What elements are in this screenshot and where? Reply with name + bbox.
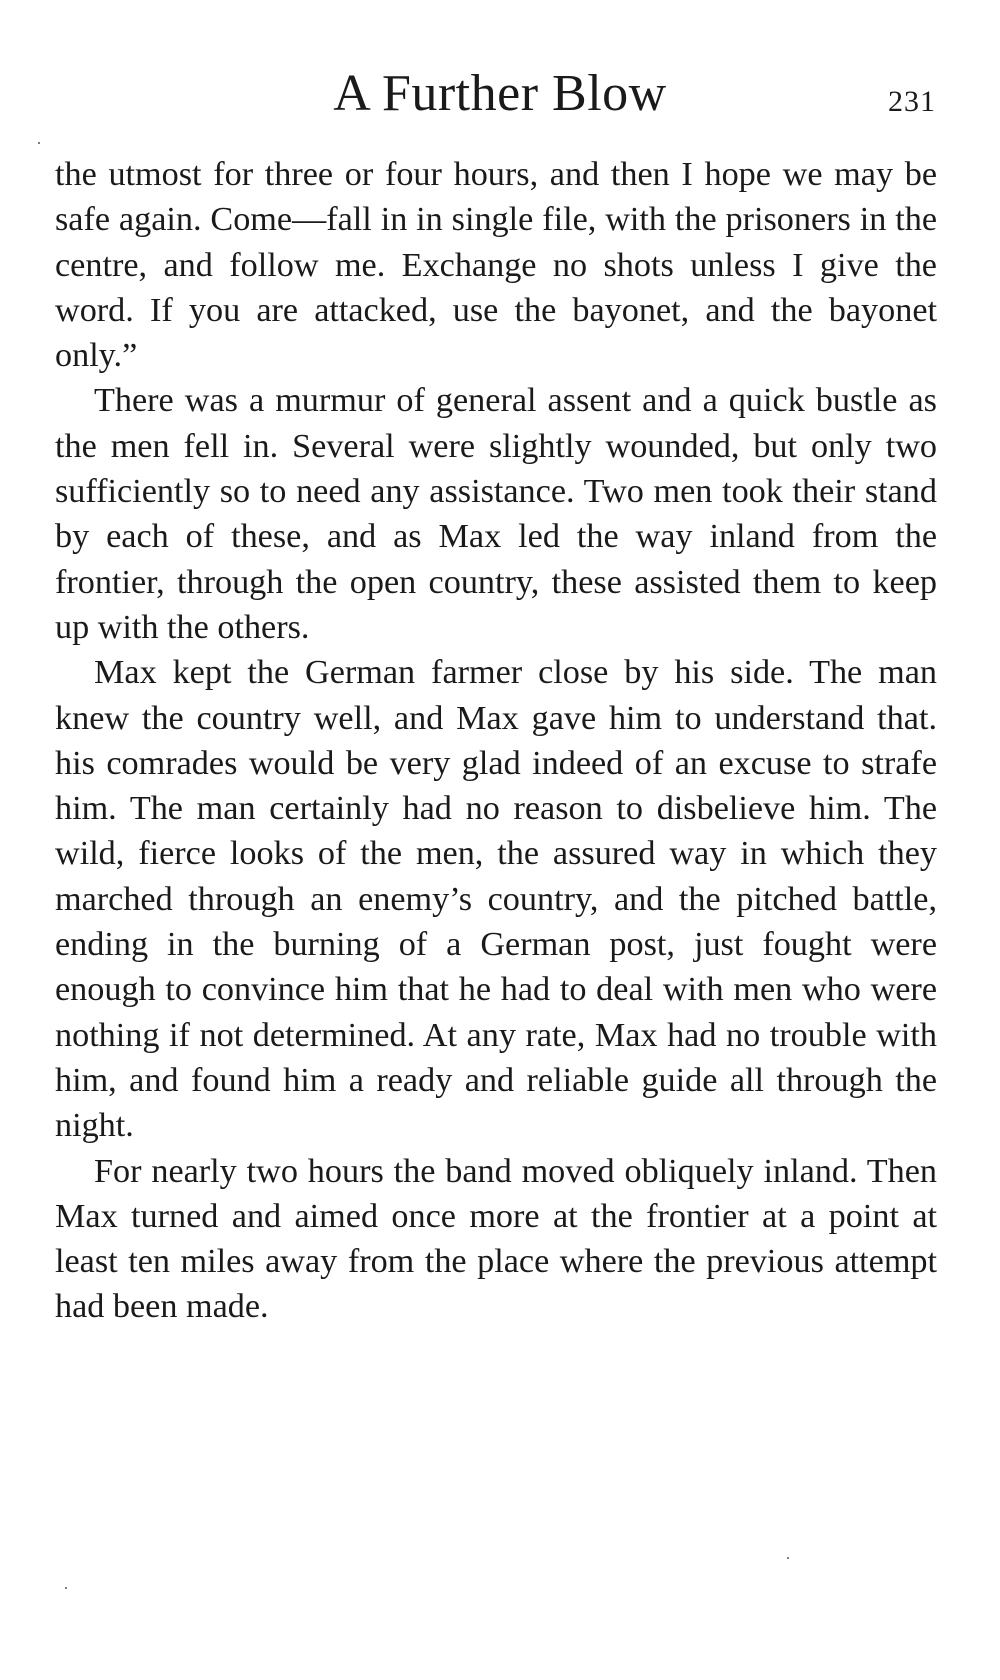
paragraph: There was a murmur of general assent and a quick bustle as the men fell in. Several were slightly wounded, but only two sufficiently so to need any assistance. Two men took their stand by each of these, and as Max led the way inland from the frontier, through the open country, these assisted them to keep up with the others. bbox=[55, 382, 937, 646]
running-title: A Further Blow bbox=[333, 65, 667, 122]
paragraph-continued: the utmost for three or four hours, and then I hope we may be safe again. Come—fall in in single file, with the prisoners in the centre, and follow me. Exchange no shots unless I give the word. If you are attacked, use the bayonet, and the bayonet only.” bbox=[55, 156, 937, 375]
running-header bbox=[0, 62, 1000, 126]
scan-speck bbox=[38, 142, 40, 144]
body-text bbox=[55, 152, 937, 1330]
paragraph: Max kept the German farmer close by his side. The man knew the country well, and Max gave him to understand that. his comrades would be very glad indeed of an excuse to strafe him. The man certainly had no reason to disbelieve him. The wild, fierce looks of the men, the assured way in which they marched through an enemy’s country, and the pitched battle, ending in the burning of a German post, just fought were enough to convince him that he had to deal with men who were nothing if not determined. At any rate, Max had no trouble with him, and found him a ready and reliable guide all through the night. bbox=[55, 654, 937, 1145]
page-number: 231 bbox=[888, 85, 936, 118]
scan-speck bbox=[787, 1557, 789, 1559]
paragraph: For nearly two hours the band moved obliquely inland. Then Max turned and aimed once more at the frontier at a point at least ten miles away from the place where the previous attempt had been made. bbox=[55, 1152, 937, 1326]
scan-speck bbox=[65, 1587, 67, 1589]
